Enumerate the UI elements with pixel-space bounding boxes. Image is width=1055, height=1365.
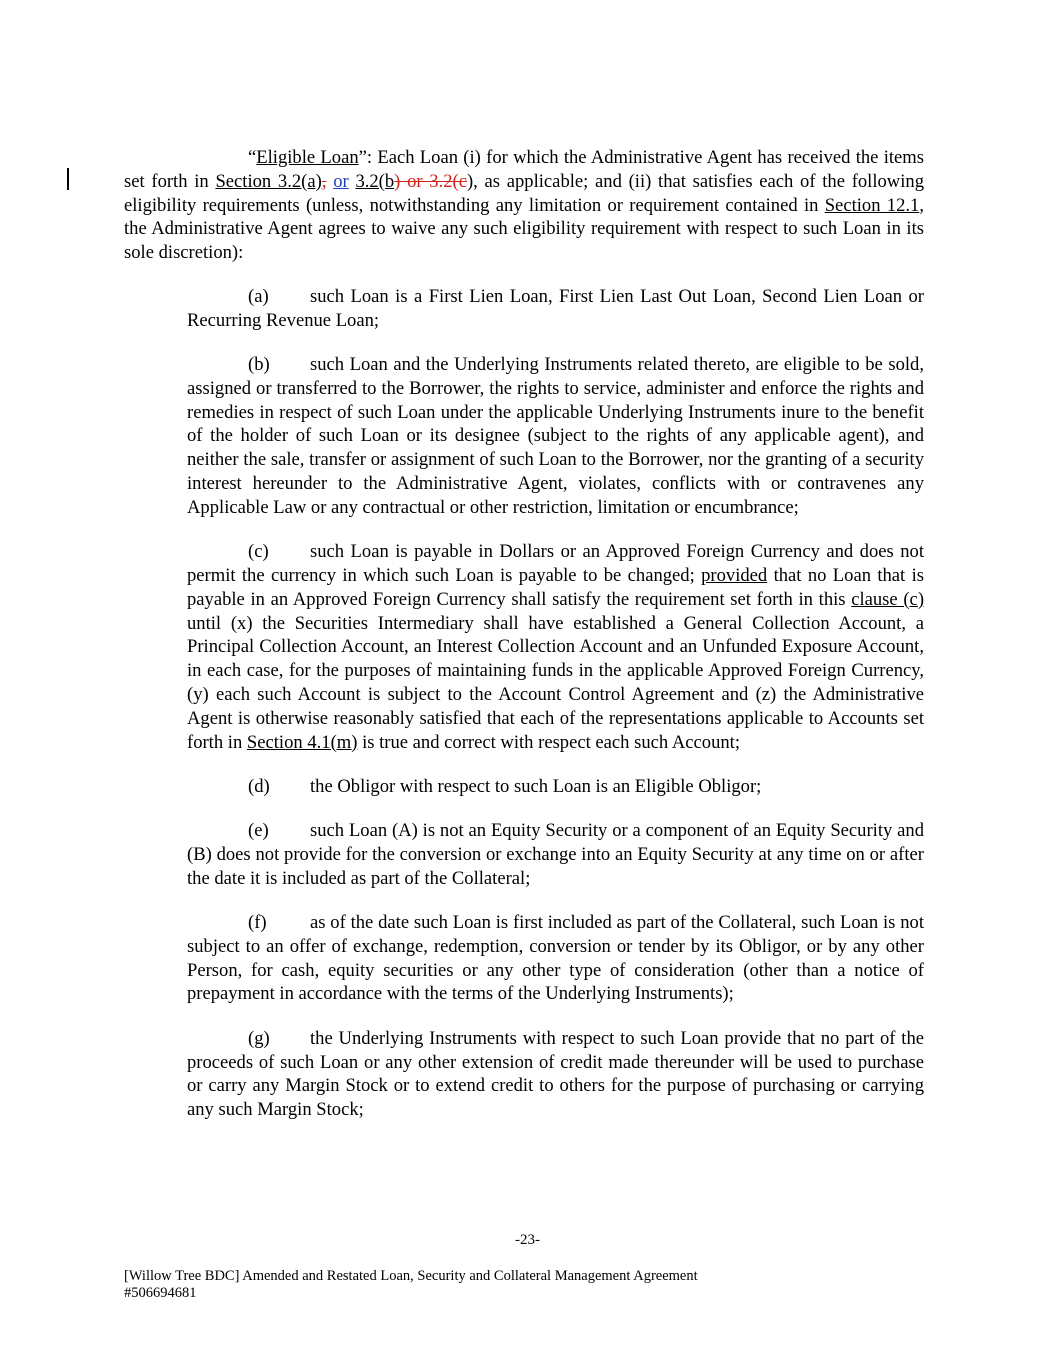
item-text: as of the date such Loan is first included as part of the Collateral, such Loan is not subject to an offer of exchange, redemption, conversion or tender by its Obligor, or by any other Person, for cash, equity securities or any other type of consideration (other than a notice of prepayment in accordance with the terms of the Underlying Instruments); bbox=[187, 912, 924, 1005]
clause-c-ref: clause (c) bbox=[851, 588, 925, 610]
item-label: (c) bbox=[248, 541, 269, 563]
section-ref-12-1: Section 12.1 bbox=[824, 194, 920, 216]
deleted-text: , bbox=[321, 170, 327, 192]
item-label: (b) bbox=[248, 354, 270, 376]
requirement-g bbox=[187, 1027, 924, 1122]
section-ref-3-2-b: 3.2(b bbox=[355, 170, 395, 192]
definition-text: ”: Each Loan (i) for which the Administrative Agent has received the items set forth in bbox=[124, 147, 924, 192]
footer-title: [Willow Tree BDC] Amended and Restated Loan, Security and Collateral Management Agreement bbox=[124, 1268, 698, 1284]
item-text: the Underlying Instruments with respect to such Loan provide that no part of the proceeds of such Loan or any other extension of credit made thereunder will be used to purchase or carry any Margin Stock or to extend credit to others for the purpose of purchasing or carrying any such Margin Stock; bbox=[187, 1027, 924, 1121]
item-text: the Obligor with respect to such Loan is an Eligible Obligor; bbox=[310, 775, 762, 797]
item-text: such Loan is payable in Dollars or an Approved Foreign Currency and does not permit the currency in which such Loan is payable to be changed; bbox=[187, 541, 924, 586]
footer-doc-id: #506694681 bbox=[124, 1285, 197, 1301]
requirement-b bbox=[187, 353, 924, 520]
definition-text: , the Administrative Agent agrees to waive any such eligibility requirement with respect to such Loan in its sole discretion): bbox=[124, 194, 924, 264]
item-label: (g) bbox=[248, 1027, 270, 1049]
item-text: such Loan (A) is not an Equity Security or a component of an Equity Security and (B) does not provide for the conversion or exchange into an Equity Security at any time on or after the date it is included as part of the Collateral; bbox=[187, 820, 924, 889]
item-label: (e) bbox=[248, 820, 269, 842]
inserted-text: or bbox=[333, 170, 349, 192]
item-text: such Loan and the Underlying Instruments related thereto, are eligible to be sold, assigned or transferred to the Borrower, the rights to service, administer and enforce the rights and remedies in respect of such Loan under the applicable Underlying Instruments inure to the benefit of the holder of such Loan or its designee (subject to the rights of any applicable agent), and neither the sale, transfer or assignment of such Loan to the Borrower, nor the granting of a security interest hereunder to the Administrative Agent, violates, conflicts with or contravenes any Applicable Law or any contractual or other restriction, limitation or encumbrance; bbox=[187, 354, 924, 518]
requirement-d bbox=[187, 775, 924, 799]
change-bar bbox=[67, 168, 69, 190]
deleted-text: ) or 3.2(c bbox=[394, 170, 467, 192]
provided-term: provided bbox=[701, 564, 768, 586]
open-quote: “ bbox=[248, 147, 257, 168]
footer bbox=[124, 1268, 698, 1302]
requirement-a bbox=[187, 285, 924, 333]
item-label: (d) bbox=[248, 775, 270, 797]
item-label: (a) bbox=[248, 286, 269, 307]
section-ref-3-2-a: Section 3.2(a) bbox=[215, 170, 322, 192]
requirement-e bbox=[187, 819, 924, 890]
item-text: until (x) the Securities Intermediary shall have established a General Collection Account, a Principal Collection Account, an Interest Collection Account and an Unfunded Exposure Account, in each case, for the purposes of maintaining funds in the applicable Approved Foreign Currency, (y) each such Account is subject to the Account Control Agreement and (z) the Administrative Agent is otherwise reasonably satisfied that each of the representations applicable to Accounts set forth in bbox=[187, 612, 924, 753]
page-number: -23- bbox=[515, 1232, 540, 1248]
requirement-c bbox=[187, 540, 924, 754]
eligible-loan-definition bbox=[124, 146, 924, 265]
definition-text: ), as applicable; and (ii) that satisfies each of the following eligibility requirements (unless, notwithstanding any limitation or requirement contained in bbox=[124, 170, 924, 216]
defined-term: Eligible Loan bbox=[256, 147, 359, 168]
item-label: (f) bbox=[248, 912, 267, 934]
eligibility-requirements bbox=[187, 285, 924, 1142]
item-text: such Loan is a First Lien Loan, First Lien Last Out Loan, Second Lien Loan or Recurring Revenue Loan; bbox=[187, 286, 924, 331]
item-text: is true and correct with respect each such Account; bbox=[357, 731, 740, 753]
item-text: that no Loan that is payable in an Approved Foreign Currency shall satisfy the requirement set forth in this bbox=[187, 564, 924, 610]
section-ref-4-1-m: Section 4.1(m) bbox=[246, 731, 358, 753]
requirement-f bbox=[187, 911, 924, 1006]
